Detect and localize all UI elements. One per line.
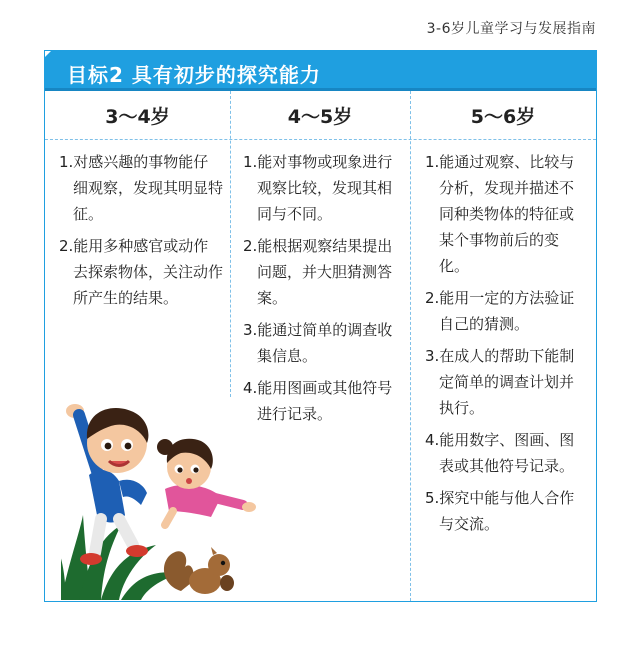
list-item: 5.探究中能与他人合作与交流。 xyxy=(425,489,575,533)
age-header-4-5: 4～5岁 xyxy=(287,105,353,128)
age-header-3-4: 3～4岁 xyxy=(105,105,170,128)
goal-title: 目标2 具有初步的探究能力 xyxy=(67,63,321,87)
column-divider-1 xyxy=(230,91,231,397)
list-item: 1.能对事物或现象进行观察比较，发现其相同与不同。 xyxy=(243,153,393,223)
column-divider-2 xyxy=(410,91,411,601)
list-item: 1.对感兴趣的事物能仔细观察，发现其明显特征。 xyxy=(59,153,224,223)
list-item: 2.能用一定的方法验证自己的猜测。 xyxy=(425,289,575,333)
page-title: 3-6岁儿童学习与发展指南 xyxy=(426,21,596,37)
column-3-4 xyxy=(59,149,223,317)
list-item: 4.能用数字、图画、图表或其他符号记录。 xyxy=(425,431,575,475)
goal-banner xyxy=(45,51,596,91)
list-item: 2.能根据观察结果提出问题，并大胆猜测答案。 xyxy=(243,237,393,307)
list-item: 4.能用图画或其他符号进行记录。 xyxy=(243,379,393,423)
goal-table xyxy=(44,50,597,602)
header-divider xyxy=(45,139,596,140)
list-item: 1.能通过观察、比较与分析，发现并描述不同种类物体的特征或某个事物前后的变化。 xyxy=(425,153,575,275)
children-and-squirrel-illustration-icon xyxy=(61,385,271,600)
column-5-6 xyxy=(425,149,587,543)
age-header-row xyxy=(45,91,596,139)
list-item: 2.能用多种感官或动作去探索物体，关注动作所产生的结果。 xyxy=(59,237,224,307)
age-header-5-6: 5～6岁 xyxy=(470,105,536,128)
list-item: 3.在成人的帮助下能制定简单的调查计划并执行。 xyxy=(425,347,575,417)
banner-corner-decoration xyxy=(45,51,51,57)
list-item: 3.能通过简单的调查收集信息。 xyxy=(243,321,393,365)
